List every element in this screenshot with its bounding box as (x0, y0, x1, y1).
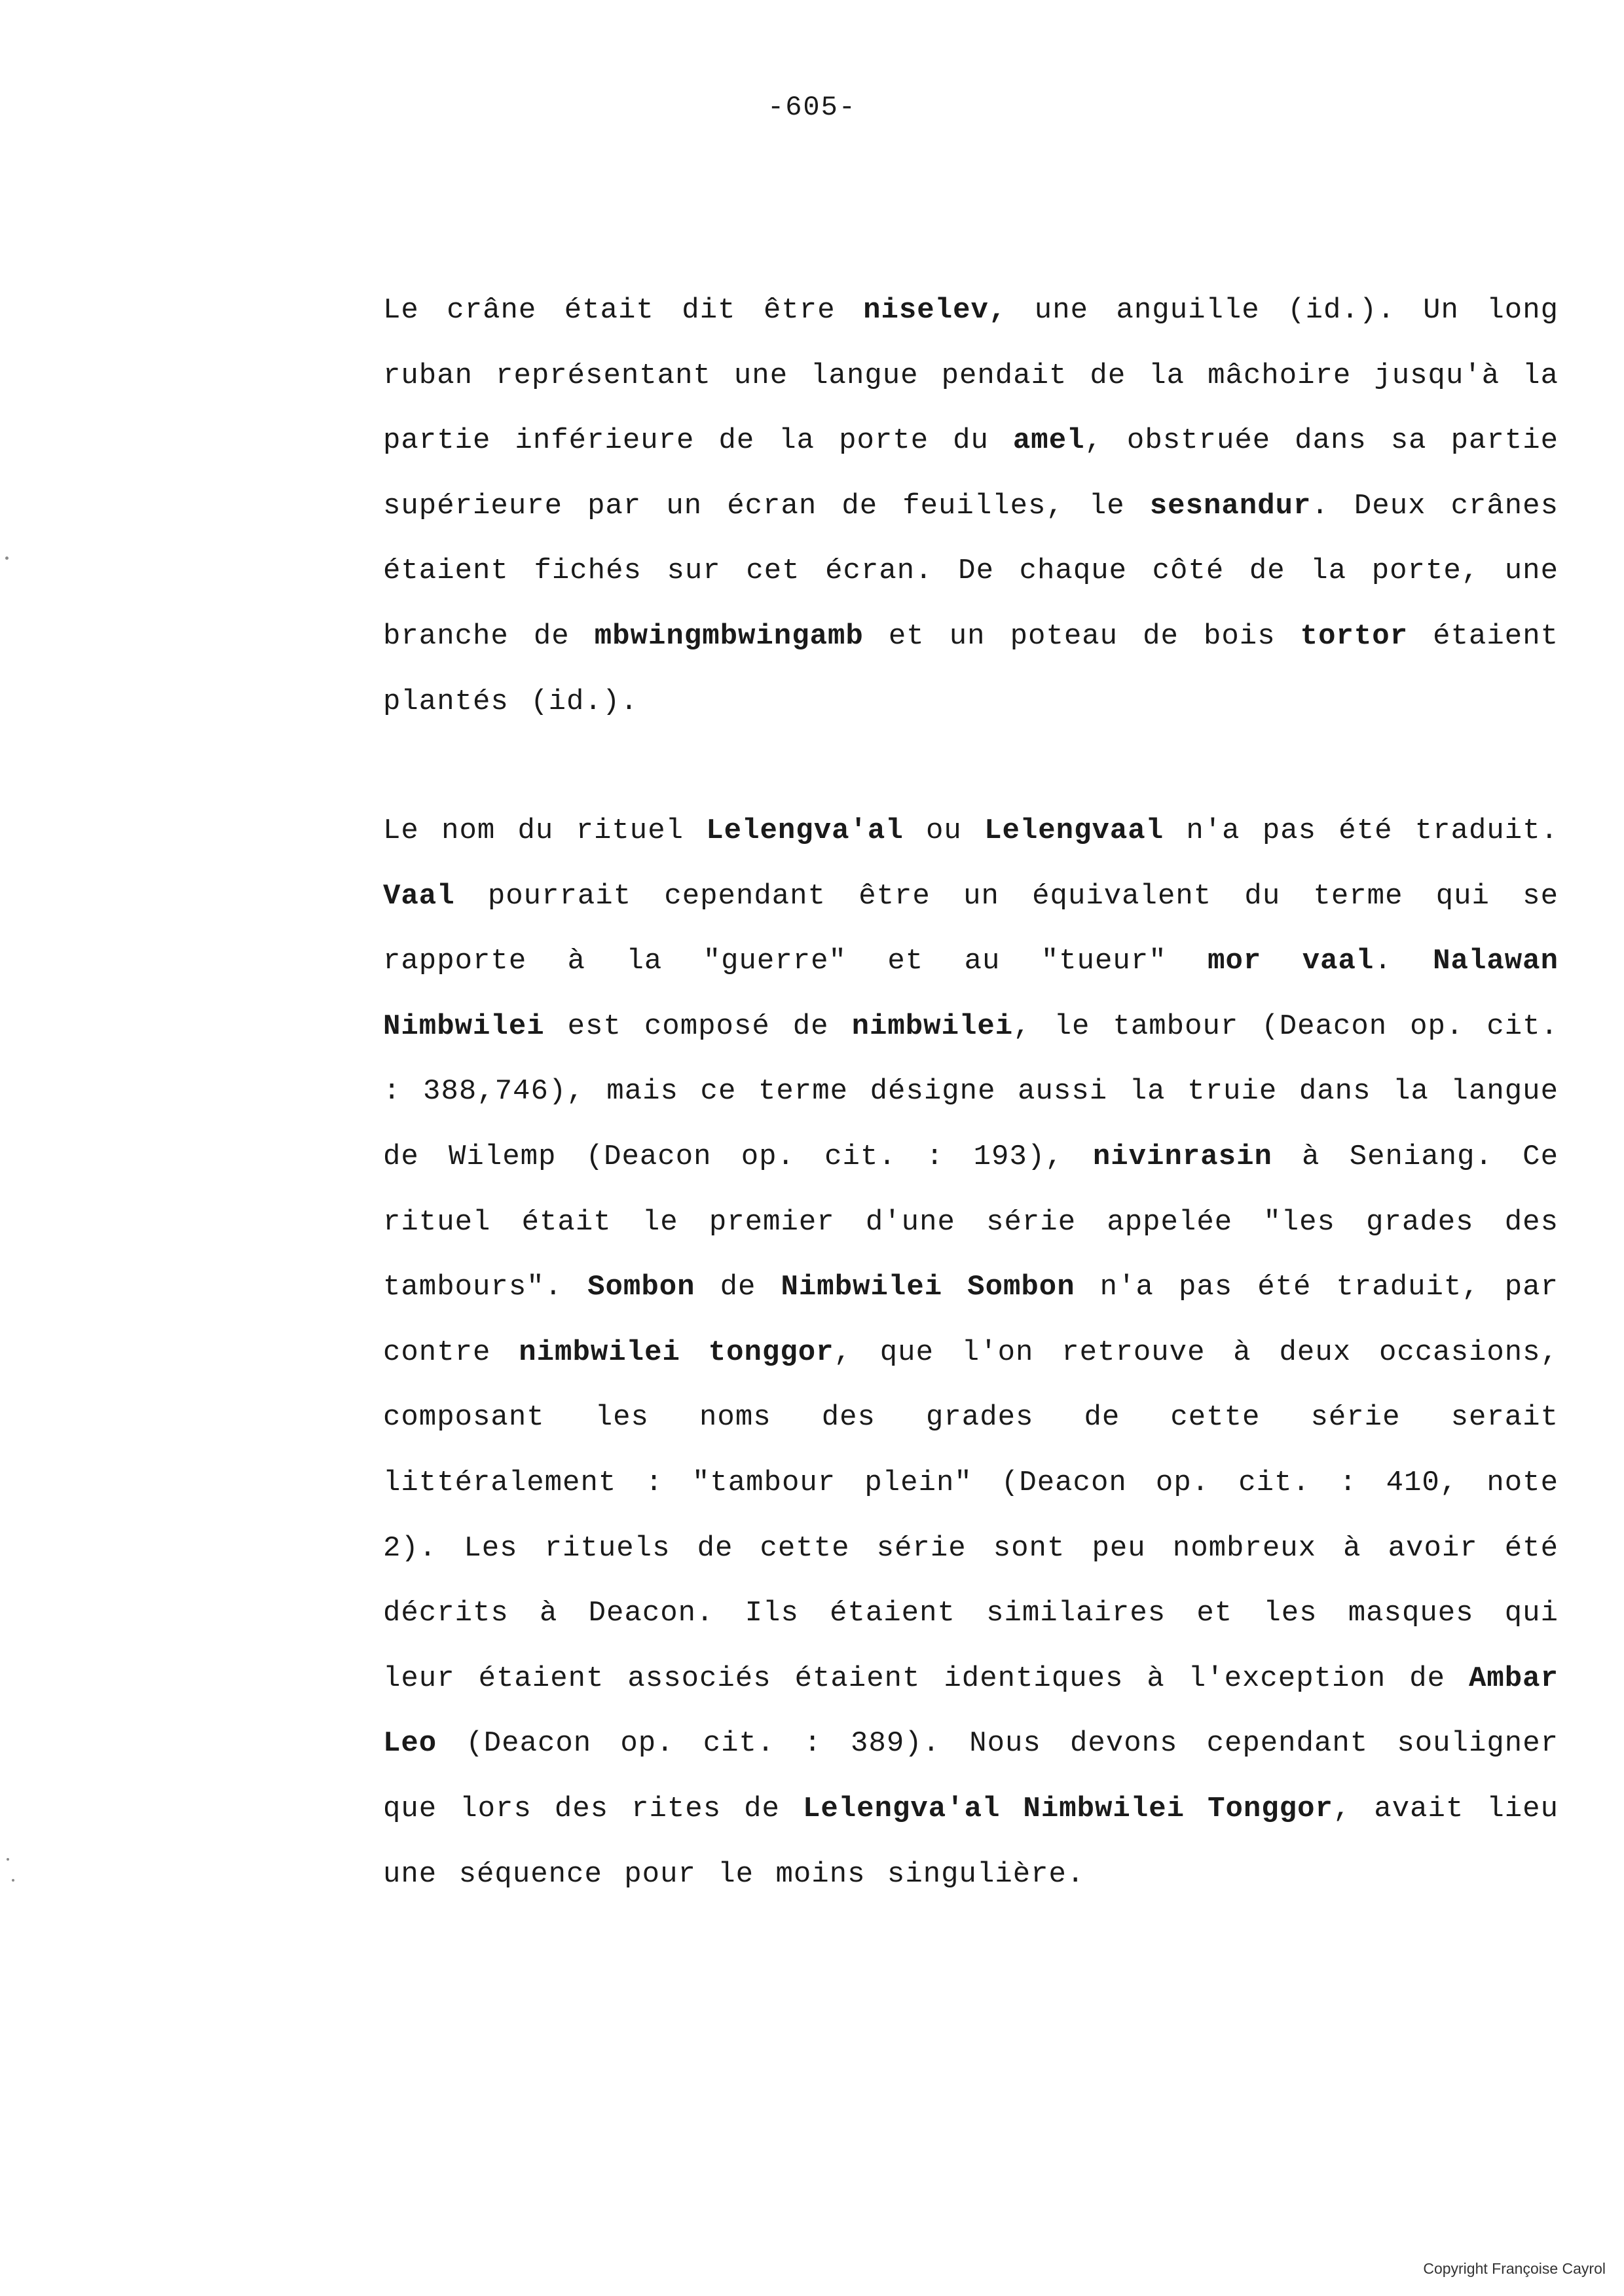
term-sesnandur: sesnandur (1149, 489, 1312, 522)
term-nimbwilei: nimbwilei (851, 1010, 1014, 1043)
term-lelengvaal: Lelengva'al (706, 814, 904, 847)
text-run: , le tambour (Deacon op. cit. : 388,746), mais ce terme désigne aussi la truie dans la langue de Wilemp (Deacon op. cit. : 193), (383, 1010, 1559, 1173)
scan-speck (7, 1858, 9, 1861)
text-run: à Seniang. Ce rituel était le premier d'une série appelée "les grades des tambours". (383, 1140, 1559, 1304)
term-tortor: tortor (1300, 619, 1409, 653)
term-nalawan-nimbwilei: Nalawan Nimbwilei (383, 945, 1559, 1043)
text-run: , avait lieu une séquence pour le moins singulière. (383, 1792, 1559, 1891)
text-run: pourrait cependant être un équivalent du terme qui se rapporte à la "guerre" et au "tueur" (383, 879, 1559, 978)
term-ambar-leo: Ambar Leo (383, 1662, 1559, 1760)
term-nimbwilei-sombon: Nimbwilei Sombon (781, 1271, 1075, 1304)
term-mbwingmbwingamb: mbwingmbwingamb (594, 619, 864, 653)
text-run: une anguille (id.). Un long ruban représentant une langue pendait de la mâchoire jusqu'à la partie inférieure de la porte du (383, 294, 1559, 458)
scan-speck (12, 1879, 14, 1882)
text-run: . (1374, 945, 1433, 978)
text-run: est composé de (544, 1010, 852, 1043)
term-vaal: Vaal (383, 879, 455, 913)
text-run: de (695, 1271, 781, 1304)
scan-speck (5, 556, 9, 560)
paragraph-skull-description (383, 278, 1559, 735)
text-run: , obstruée dans sa partie supérieure par un écran de feuilles, le (383, 424, 1559, 522)
term-niselev: niselev, (863, 294, 1007, 327)
paragraph-ritual-names (383, 799, 1559, 1907)
copyright-notice: Copyright Françoise Cayrol (1423, 2260, 1606, 2277)
text-run: (Deacon op. cit. : 389). Nous devons cependant souligner que lors des rites de (383, 1727, 1559, 1825)
term-sombon: Sombon (587, 1271, 695, 1304)
text-run: ou (903, 814, 985, 847)
text-run: Le nom du rituel (383, 814, 707, 847)
page-number: -605- (767, 92, 857, 123)
term-amel: amel (1012, 424, 1085, 458)
text-run: n'a pas été traduit, par contre (383, 1271, 1559, 1369)
text-run: et un poteau de bois (863, 619, 1301, 653)
text-run: . Deux crânes étaient fichés sur cet écran. De chaque côté de la porte, une branche de (383, 489, 1559, 653)
text-run: , que l'on retrouve à deux occasions, composant les noms des grades de cette série serait littéralement : "tambour plein" (Deacon op. cit. : 410, note 2). Les rituels de cette série sont peu nombreux à avoir été décrits à Deacon. Ils étaient similaires et les masques qui leur étaient associés étaient identiques à l'exception de (383, 1336, 1559, 1695)
term-nimbwilei-tonggor: nimbwilei tonggor (519, 1336, 834, 1369)
term-lelengvaal-variant: Lelengvaal (984, 814, 1164, 847)
term-mor-vaal: mor vaal (1208, 945, 1375, 978)
text-run: étaient plantés (id.). (383, 619, 1559, 718)
text-run: n'a pas été traduit. (1164, 814, 1559, 847)
text-run: Le crâne était dit être (383, 294, 864, 327)
term-nivinrasin: nivinrasin (1092, 1140, 1272, 1173)
term-lelengvaal-nimbwilei-tonggor: Lelengva'al Nimbwilei Tonggor (802, 1792, 1333, 1825)
